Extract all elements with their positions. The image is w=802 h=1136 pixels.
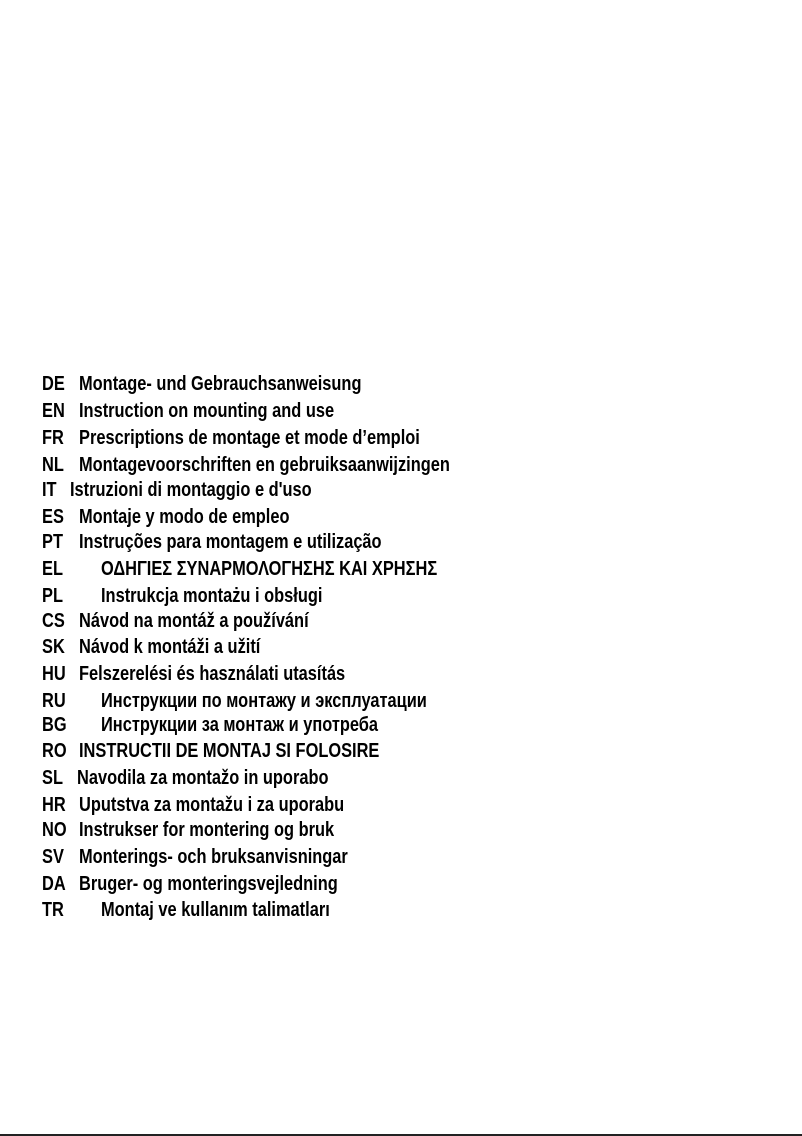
title-text: Bruger- og monteringsvejledning (79, 873, 338, 895)
language-code: HU (42, 663, 66, 685)
title-text: INSTRUCTII DE MONTAJ SI FOLOSIRE (79, 740, 380, 762)
language-code: NL (42, 454, 64, 476)
title-text: Monterings- och bruksanvisningar (79, 846, 348, 868)
title-text: Felszerelési és használati utasítás (79, 663, 346, 685)
title-text: Montagevoorschriften en gebruiksaanwijzingen (79, 454, 450, 476)
title-line-pt (0, 529, 802, 555)
title-text: Montaj ve kullanım talimatları (101, 899, 330, 921)
title-text: Instrukser for montering og bruk (79, 819, 335, 841)
title-line-no (0, 817, 802, 843)
language-code: SV (42, 846, 64, 868)
language-code: RU (42, 690, 66, 712)
title-line-hr (0, 792, 802, 818)
language-code: CS (42, 610, 65, 632)
title-line-de (0, 371, 802, 397)
language-code: DA (42, 873, 66, 895)
language-code: EN (42, 400, 65, 422)
language-code: DE (42, 373, 65, 395)
language-code: SL (42, 767, 63, 789)
title-line-sv (0, 844, 802, 870)
title-text: Montage- und Gebrauchsanweisung (79, 373, 362, 395)
title-text: Uputstva za montažu i za uporabu (79, 794, 345, 816)
language-code: PL (42, 585, 63, 607)
title-text: Инструкции за монтаж и употреба (101, 714, 379, 736)
title-line-ro (0, 738, 802, 764)
title-line-tr (0, 897, 802, 923)
title-line-nl (0, 452, 802, 478)
title-text: Návod na montáž a používání (79, 610, 309, 632)
language-code: PT (42, 531, 63, 553)
language-code: TR (42, 899, 64, 921)
language-code: RO (42, 740, 67, 762)
title-line-cs (0, 608, 802, 634)
language-code: SK (42, 636, 65, 658)
title-text: Prescriptions de montage et mode d’emploi (79, 427, 420, 449)
language-code: HR (42, 794, 66, 816)
title-text: Instruction on mounting and use (79, 400, 335, 422)
title-line-fr (0, 425, 802, 451)
title-line-es (0, 504, 802, 530)
language-code: NO (42, 819, 67, 841)
language-code: IT (42, 479, 57, 501)
title-line-bg (0, 712, 802, 738)
title-line-da (0, 871, 802, 897)
title-text: Istruzioni di montaggio e d'uso (70, 479, 312, 501)
title-line-it (0, 477, 802, 503)
title-text: Montaje y modo de empleo (79, 506, 290, 528)
title-text: Инструкции по монтажу и эксплуатации (101, 690, 427, 712)
language-code: EL (42, 558, 63, 580)
title-line-en (0, 398, 802, 424)
language-code: ES (42, 506, 64, 528)
title-line-sl (0, 765, 802, 791)
language-code: FR (42, 427, 64, 449)
title-text: Instrukcja montażu i obsługi (101, 585, 323, 607)
title-line-pl (0, 583, 802, 609)
title-text: Návod k montáži a užití (79, 636, 261, 658)
title-text: Navodila za montažo in uporabo (77, 767, 329, 789)
title-line-el (0, 556, 802, 582)
title-line-ru (0, 688, 802, 714)
language-code: BG (42, 714, 67, 736)
title-line-hu (0, 661, 802, 687)
title-line-sk (0, 634, 802, 660)
title-text: ΟΔΗΓΙΕΣ ΣΥΝΑΡΜΟΛΟΓΗΣΗΣ ΚΑΙ ΧΡΗΣΗΣ (101, 558, 438, 580)
title-text: Instruções para montagem e utilização (79, 531, 382, 553)
